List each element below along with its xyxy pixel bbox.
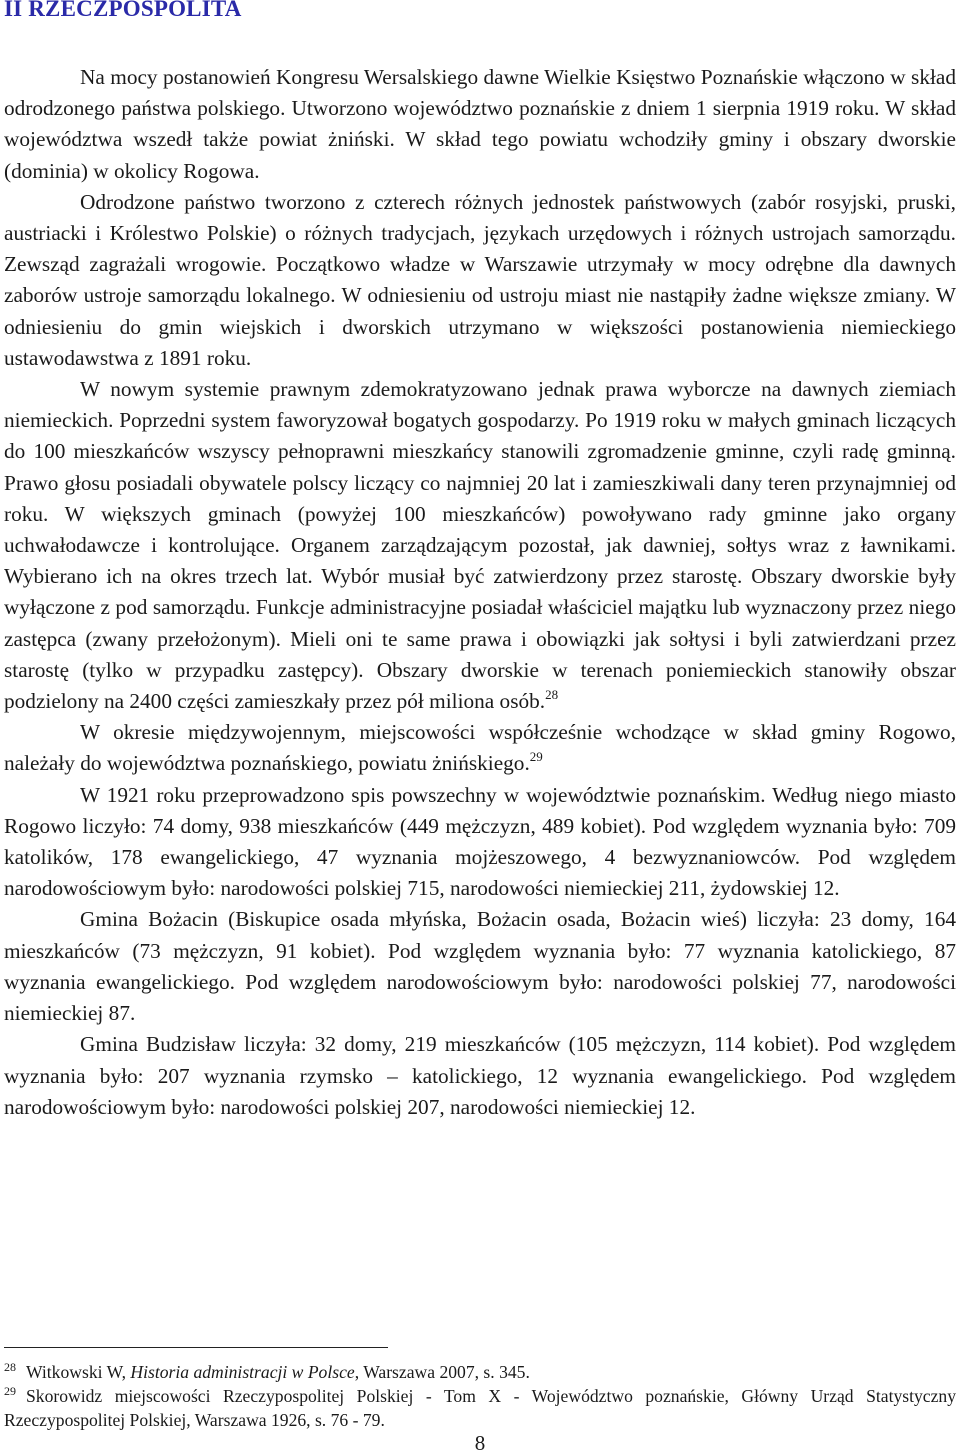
paragraph-census-rogowo (4, 780, 956, 905)
footnote-publication: , Warszawa 2007, s. 345. (354, 1362, 530, 1382)
paragraph-gmina-bozacin (4, 904, 956, 1029)
footnote-text: Skorowidz miejscowości Rzeczypospolitej Polskiej - Tom X - Województwo poznańskie, Główny Urząd Statystyczny Rzeczypospolitej Polskiej, Warszawa 1926, s. 76 - 79. (4, 1386, 956, 1430)
paragraph-text: Gmina Bożacin (Biskupice osada młyńska, Bożacin osada, Bożacin wieś) liczyła: 23 domy, 164 mieszkańców (73 mężczyzn, 91 kobiet). Pod względem wyznania było: 77 wyznania katolickiego, 87 wyznania ewangelickiego. Pod względem narodowościowym było: narodowości polskiej 77, narodowości niemieckiej 87. (4, 907, 956, 1026)
footnote-ref-29[interactable]: 29 (529, 749, 543, 765)
footnote-number: 28 (4, 1360, 16, 1374)
paragraph-legal-system (4, 374, 956, 717)
paragraph-text: W 1921 roku przeprowadzono spis powszechny w województwie poznańskim. Według niego miasto Rogowo liczyło: 74 domy, 938 mieszkańców (449 mężczyzn, 489 kobiet). Pod względem wyznania było: 709 katolików, 178 ewangelickiego, 47 wyznania mojżeszowego, 4 bezwyznaniowców. Pod względem narodowościowym było: narodowości polskiej 715, narodowości niemieckiej 211, żydowskiej 12. (4, 782, 956, 901)
page-number: 8 (474, 1431, 486, 1455)
body-text (4, 62, 956, 1123)
paragraph-interwar (4, 717, 956, 779)
paragraph-text: W nowym systemie prawnym zdemokratyzowano jednak prawa wyborcze na dawnych ziemiach niemieckich. Poprzedni system faworyzował bogatych gospodarzy. Po 1919 roku w małych gminach liczących do 100 mieszkańców wszyscy pełnoprawni mieszkańcy stanowili zgromadzenie gminne, czyli radę gminną. Prawo głosu posiadali obywatele polscy liczący co najmniej 20 lat i zamieszkiwali dany teren przynajmniej od roku. W większych gminach (powyżej 100 mieszkańców) powoływano rady gminne jako organy uchwałodawcze i kontrolujące. Organem zarządzającym pozostał, jak dawniej, sołtys wraz z ławnikami. Wybierano ich na okres trzech lat. Wybór musiał być zatwierdzony przez starostę. Obszary dworskie były wyłączone z pod samorządu. Funkcje administracyjne posiadał właściciel majątku lub wyznaczony przez niego zastępca (zwany przełożonym). Mieli oni te same prawa i obowiązki jak sołtysi i byli zatwierdzani przez starostę (tylko w przypadku zastępcy). Obszary dworskie w terenach poniemieckich stanowiły obszar podzielony na 2400 części zamieszkały przez pół miliona osób. (4, 377, 956, 714)
paragraph-text: W okresie międzywojennym, miejscowości współcześnie wchodzące w skład gminy Rogowo, należały do województwa poznańskiego, powiatu żnińskiego. (4, 720, 956, 776)
paragraph-gmina-budzislaw (4, 1029, 956, 1123)
paragraph-text: Gmina Budzisław liczyła: 32 domy, 219 mieszkańców (105 mężczyzn, 114 kobiet). Pod względem wyznania było: 207 wyznania rzymsko – katolickiego, 12 wyznania ewangelickiego. Pod względem narodowościowym było: narodowości polskiej 207, narodowości niemieckiej 12. (4, 1032, 956, 1119)
footnote-28 (4, 1360, 956, 1384)
paragraph-text: Na mocy postanowień Kongresu Wersalskiego dawne Wielkie Księstwo Poznańskie włączono w skład odrodzonego państwa polskiego. Utworzono województwo poznańskie z dniem 1 sierpnia 1919 roku. W skład województwa wszedł także powiat żniński. W skład tego powiatu wchodziły gminy i obszary dworskie (dominia) w okolicy Rogowa. (4, 65, 956, 183)
footnote-divider (4, 1347, 388, 1348)
footnote-title: Historia administracji w Polsce (130, 1362, 355, 1382)
paragraph-text: Odrodzone państwo tworzono z czterech różnych jednostek państwowych (zabór rosyjski, pruski, austriacki i Królestwo Polskie) o różnych tradycjach, językach urzędowych i różnych ustrojach samorządu. Zewsząd zagrażali wrogowie. Początkowo władze w Warszawie utrzymały w mocy odrębne dla dawnych zaborów ustroje samorządu lokalnego. W odniesieniu od ustroju miast nie nastąpiły żadne większe zmiany. W odniesieniu do gmin wiejskich i dworskich utrzymano w większości postanowienia niemieckiego ustawodawstwa z 1891 roku. (4, 189, 956, 370)
section-heading: II RZECZPOSPOLITA (4, 0, 242, 21)
paragraph-reborn-state (4, 187, 956, 374)
footnote-ref-28[interactable]: 28 (545, 687, 559, 703)
footnote-author: Witkowski W, (26, 1362, 131, 1382)
footnote-number: 29 (4, 1384, 16, 1398)
footnotes (4, 1360, 956, 1432)
footnote-29 (4, 1384, 956, 1432)
paragraph-treaty (4, 62, 956, 187)
